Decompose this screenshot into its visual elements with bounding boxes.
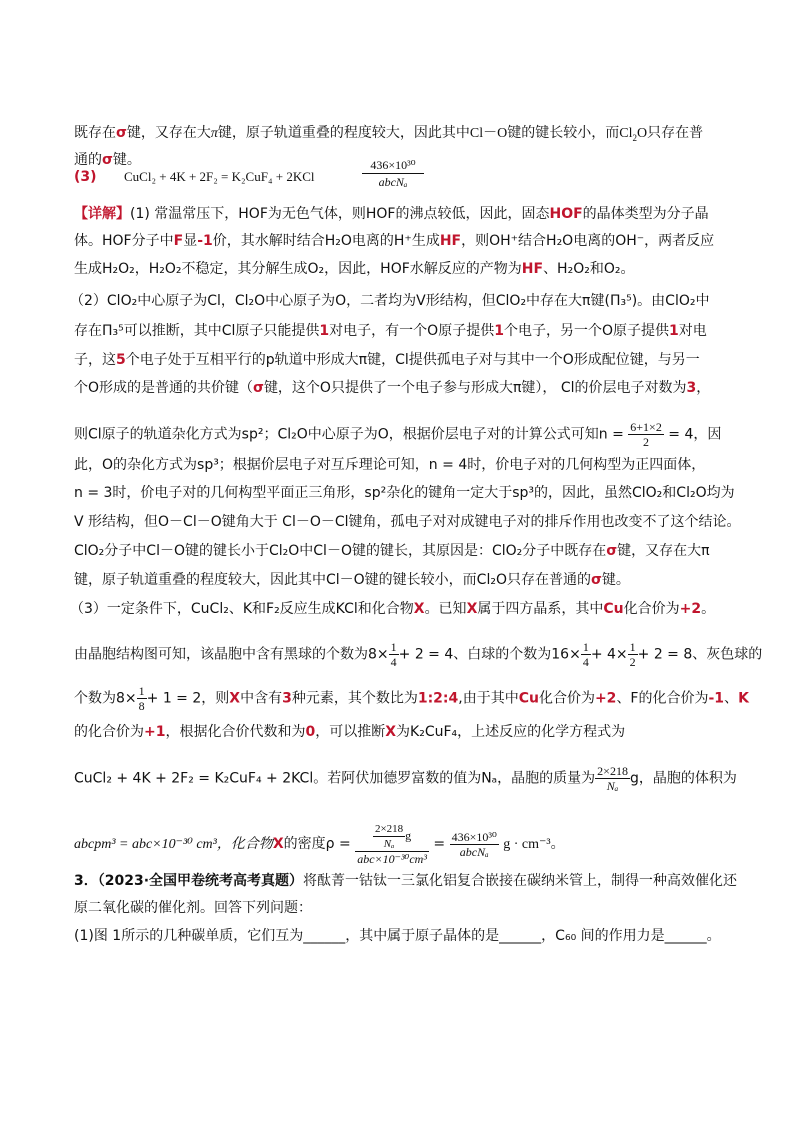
- question-3-line-1: 3．（2023·全国甲卷统考高考真题）将酞菁一钴钛一三氯化铝复合嵌接在碳纳米管上，制得一种高效催化还: [74, 873, 738, 889]
- detail-2-line-8: V 形结构，但O－Cl－O键角大于 Cl－O－Cl键角，孤电子对对成键电子对的排斥作用也改变不了这个结论。: [74, 514, 741, 530]
- answer-line-1: 既存在σ键，又存在大π键，原子轨道重叠的程度较大，因此其中Cl－O键的键长较小，而$Cl_2O$只存在普: [74, 125, 704, 143]
- detail-2-line-1: （2）ClO₂中心原子为Cl，Cl₂O中心原子为O，二者均为V形结构，但ClO₂中存在大π键(Π₃⁵)。由ClO₂中: [70, 293, 710, 309]
- detail-2-line-3: 子，这5个电子处于互相平行的p轨道中形成大π键，Cl提供孤电子对与其中一个O形成配位键，与另一: [74, 352, 700, 368]
- detail-2-line-5: 则Cl原子的轨道杂化方式为sp²；Cl₂O中心原子为O，根据价层电子对的计算公式可知n = $\frac{6+1\times 2}{2}$ = 4，因: [74, 420, 722, 449]
- detail-2-line-2: 存在Π₃⁵可以推断，其中Cl原子只能提供1对电子，有一个O原子提供1个电子，另一个O原子提供1对电: [74, 323, 707, 339]
- detail-2-line-7: n = 3时，价电子对的几何构型平面正三角形，sp²杂化的键角一定大于sp³的，因此，虽然ClO₂和Cl₂O均为: [74, 485, 735, 501]
- question-3-line-2: 原二氧化碳的催化剂。回答下列问题：: [74, 900, 312, 916]
- detail-3-line-5: CuCl₂ + 4K + 2F₂ = K₂CuF₄ + 2KCl。若阿伏加德罗富数的值为Nₐ，晶胞的质量为 $\frac{2\times 218}{\text{Nₐ}}$ g，晶胞的体积为: [74, 764, 737, 793]
- detail-2-line-10: 键，原子轨道重叠的程度较大，因此其中Cl－O键的键长较小，而Cl₂O只存在普通的σ键。: [74, 572, 630, 588]
- answer-3-fraction: 436×10³⁰ abcNₐ: [362, 157, 424, 190]
- detail-1-line-2: 体。HOF分子中F显-1价，其水解时结合H₂O电离的H⁺生成HF，则OH⁺结合H₂O电离的OH⁻，两者反应: [74, 233, 715, 249]
- detail-3-line-3: 个数为8× $\frac{1}{8}$ + 1 = 2，则X中含有3种元素，其个数比为1:2:4,由于其中Cu化合价为+2、F的化合价为-1、K: [74, 684, 749, 713]
- detail-2-line-6: 此，O的杂化方式为sp³；根据价层电子对互斥理论可知，n = 4时，价电子对的几何构型为正四面体，: [74, 457, 706, 473]
- detail-2-line-4: 个O形成的是普通的共价键（σ键，这个O只提供了一个电子参与形成大π键）， Cl的价层电子对数为3，: [74, 380, 711, 396]
- answer-3: (3): [74, 169, 97, 185]
- answer-3-equation: CuCl₂ + 4K + 2F₂ = K₂CuF₄ + 2KCl: [124, 169, 315, 184]
- answer-line-2: 通的σ键。: [74, 152, 141, 168]
- detail-3-line-1: （3）一定条件下，CuCl₂、K和F₂反应生成KCl和化合物X。已知X属于四方晶系，其中Cu化合价为+2。: [70, 601, 716, 617]
- fraction-n: $\frac{6+1\times 2}{2}$: [630, 420, 662, 449]
- detail-3-line-6: abcpm³ = abc×10⁻³⁰ cm³，化合物X的密度ρ = $\frac{2\times 218}{\text{Nₐ}}$ g abc×10⁻³⁰cm³ = $\frac{\text{436×10³⁰}}{\text{abcNₐ}}$ g · cm⁻³。: [74, 823, 565, 866]
- density-fraction: $\frac{2\times 218}{\text{Nₐ}}$ g abc×10⁻³⁰cm³: [357, 823, 427, 866]
- detail-1-line-3: 生成H₂O₂，H₂O₂不稳定，其分解生成O₂，因此，HOF水解反应的产物为HF、H₂O₂和O₂。: [74, 261, 635, 277]
- detail-2-line-9: ClO₂分子中Cl－O键的键长小于Cl₂O中Cl－O键的键长，其原因是：ClO₂分子中既存在σ键，又存在大π: [74, 543, 710, 559]
- question-3-line-3: (1)图 1所示的几种碳单质，它们互为______，其中属于原子晶体的是______，C₆₀ 间的作用力是______。: [74, 928, 721, 944]
- detail-3-line-4: 的化合价为+1，根据化合价代数和为0，可以推断X为K₂CuF₄，上述反应的化学方程式为: [74, 724, 626, 740]
- detail-1-line-1: 【详解】(1) 常温常压下，HOF为无色气体，则HOF的沸点较低，因此，固态HOF的晶体类型为分子晶: [74, 206, 709, 222]
- detail-3-line-2: 由晶胞结构图可知，该晶胞中含有黑球的个数为8× $\frac{1}{4}$ + 2 = 4、白球的个数为16× $\frac{1}{4}$ + 4× $\frac{1}{2}$ + 2 = 8、灰色球的: [74, 640, 763, 669]
